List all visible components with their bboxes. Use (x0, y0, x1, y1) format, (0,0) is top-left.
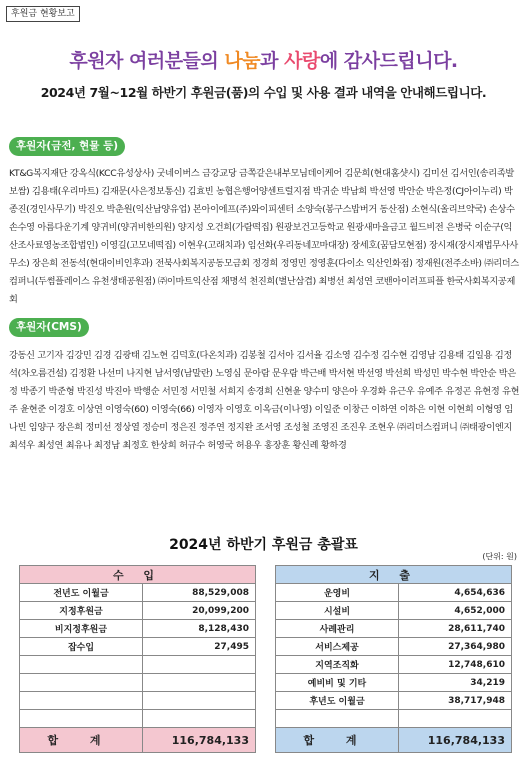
income-label (20, 656, 143, 674)
expense-value: 27,364,980 (399, 638, 512, 656)
income-header: 수 입 (20, 566, 256, 584)
income-total-label: 합 계 (20, 728, 143, 753)
income-label: 지정후원금 (20, 602, 143, 620)
donor-list-general: KT&G복지재단 강옥식(KCC유성상사) 굿네이버스 금강교당 금쪽같은내부모님데이케어 김문희(현대홈샷시) 김미선 김서인(송리족발보쌈) 김용태(우리마트) 김재문(사은정보통신) 김효빈 농협은행어양센트럴지점 박귀순 박남희 박선영 박안순 박은정(CJ아이누리) 박종진(경인사무기) 박진오 박춘원(익산남양유업) 본아이에프(주)와이피센터 소양숙(봉구스밥버거 동산점) 소현식(올리브약국) 손상수 손수영 아름다운기계 양귀비(양귀비한의원) 양지성 오건희(가람떡집) 원광보건고등학교 원광새마을금고 월드비전 은병국 이순구(익산조사료영농조합법인) 이영길(고모네떡집) 이현우(고래치과) 임선화(우리동네꼬마대장) 장세호(꿈담모현점) 장시재(장시재법무사사무소) 장은희 전동석(현대이비인후과) 전북사회복지공동모금회 정경희 정영민 정영훈(다이소 익산인화점) 정재원(전주소바) ㈜리더스컴퍼니(두썸플레이스 유천생태공원점) ㈜이마트익산점 채명석 천진희(별난삼겹) 최병선 최성연 코밴아이러프피플 한국사회복지공제회 (9, 168, 519, 305)
expense-header: 지 출 (276, 566, 512, 584)
headline-part3: 에 감사드립니다. (319, 50, 458, 72)
table-row (276, 638, 512, 656)
table-row (276, 602, 512, 620)
expense-label: 사례관리 (276, 620, 399, 638)
income-label (20, 692, 143, 710)
income-label: 전년도 이월금 (20, 584, 143, 602)
headline-part1: 후원자 여러분들의 (69, 50, 225, 72)
expense-total-value: 116,784,133 (399, 728, 512, 753)
income-label (20, 674, 143, 692)
income-label (20, 710, 143, 728)
headline-sarang: 사랑 (284, 50, 320, 72)
expense-label (276, 710, 399, 728)
income-value (143, 710, 256, 728)
expense-label: 시설비 (276, 602, 399, 620)
income-value (143, 692, 256, 710)
expense-value: 38,717,948 (399, 692, 512, 710)
table-row (276, 620, 512, 638)
table-row (20, 656, 256, 674)
table-row (20, 602, 256, 620)
table-row (276, 692, 512, 710)
income-total-value: 116,784,133 (143, 728, 256, 753)
section-title-donors-cms: 후원자(CMS) (9, 318, 89, 337)
expense-value (399, 710, 512, 728)
report-tag: 후원금 현황보고 (6, 6, 80, 22)
expense-total-label: 합 계 (276, 728, 399, 753)
expense-label: 운영비 (276, 584, 399, 602)
table-row (276, 674, 512, 692)
headline-nanum: 나눔 (224, 50, 261, 72)
expense-value: 4,654,636 (399, 584, 512, 602)
income-value (143, 674, 256, 692)
income-value: 8,128,430 (143, 620, 256, 638)
table-row (20, 692, 256, 710)
summary-title: 2024년 하반기 후원금 총괄표 (169, 537, 358, 553)
income-value: 27,495 (143, 638, 256, 656)
donor-list-cms: 강동신 고기자 김강민 김경 김광태 김노현 김덕호(다온치과) 김봉철 김서아 김서율 김소영 김수정 김수현 김영남 김용태 김일용 김정석(차오름건설) 김정환 나선미 나지현 남서영(남말란) 노영심 문아람 문우람 박근배 박서현 박선영 박선희 박성민 박수현 박안순 박은정 박종기 박준형 박진성 박진아 박행순 서민정 서민철 서희지 송경희 신현윤 양수미 양은아 우경화 유근우 유예주 유정곤 유현정 유현주 윤현준 이경호 이상연 이영숙(60) 이영숙(66) 이영자 이영호 이옥금(이나영) 이일준 이창근 이하연 이하은 이현 이현희 이형영 임나빈 임양구 장은희 정미선 정상열 정승미 정은진 정주연 정지완 조서영 조성철 조영진 조진우 조현우 ㈜리더스컴퍼니 ㈜태광이엔지 최석우 최성연 최유나 최정남 최정호 한상희 허규수 허영국 허용우 홍장훈 황신례 황하경 (9, 350, 520, 451)
expense-value: 4,652,000 (399, 602, 512, 620)
table-row (276, 584, 512, 602)
table-row (20, 674, 256, 692)
income-value: 20,099,200 (143, 602, 256, 620)
expense-value: 28,611,740 (399, 620, 512, 638)
expense-value: 12,748,610 (399, 656, 512, 674)
expense-table (275, 565, 512, 753)
expense-value: 34,219 (399, 674, 512, 692)
section-title-donors-general: 후원자(금전, 현물 등) (9, 137, 125, 156)
income-table (19, 565, 256, 753)
table-row (20, 638, 256, 656)
table-row (276, 710, 512, 728)
headline-part2: 과 (260, 50, 285, 72)
income-label: 비지정후원금 (20, 620, 143, 638)
expense-label: 지역조직화 (276, 656, 399, 674)
expense-label: 서비스제공 (276, 638, 399, 656)
expense-label: 예비비 및 기타 (276, 674, 399, 692)
page-subtitle: 2024년 7월~12월 하반기 후원금(품)의 수입 및 사용 결과 내역을 안내해드립니다. (40, 85, 487, 100)
income-label: 잡수입 (20, 638, 143, 656)
table-row (276, 656, 512, 674)
unit-label: (단위: 원) (482, 552, 517, 561)
table-row (20, 710, 256, 728)
table-row (20, 620, 256, 638)
income-value: 88,529,008 (143, 584, 256, 602)
expense-label: 후년도 이월금 (276, 692, 399, 710)
page-headline (0, 46, 527, 73)
table-row (20, 584, 256, 602)
income-value (143, 656, 256, 674)
